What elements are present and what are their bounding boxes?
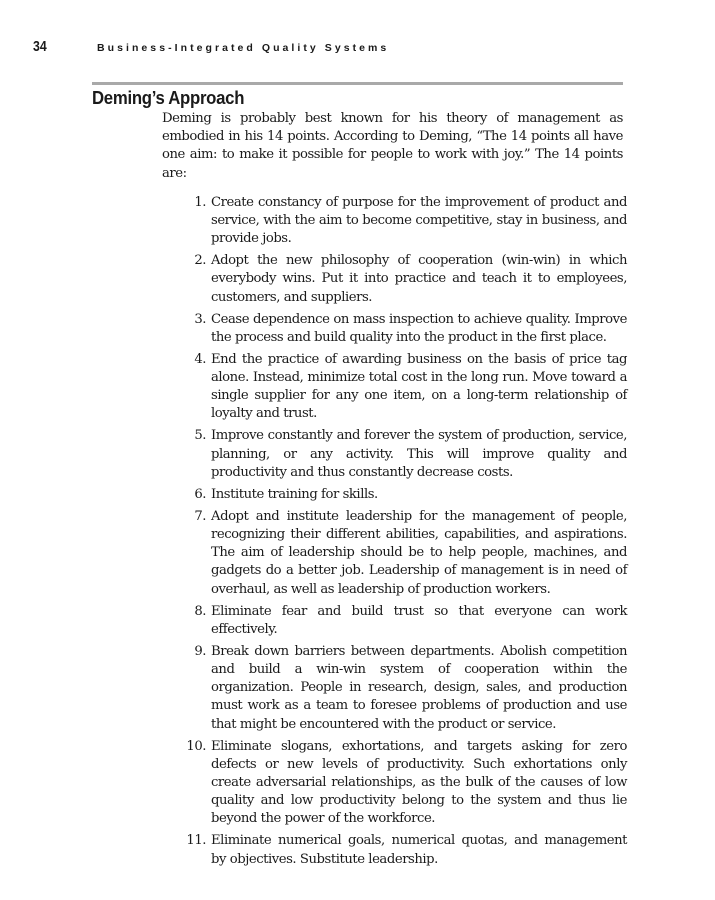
list-item bbox=[162, 351, 627, 424]
page-header bbox=[33, 38, 389, 55]
list-item-number: 9. bbox=[194, 643, 206, 659]
list-item bbox=[162, 427, 627, 482]
list-item-number: 6. bbox=[194, 486, 206, 502]
list-item-text: Improve constantly and forever the system of production, service, planning, or any activity. This will improve quality and productivity and thus constantly decrease costs. bbox=[211, 428, 627, 480]
intro-paragraph: Deming is probably best known for his theory of management as embodied in his 14 points. According to Deming, “The 14 points all have one aim: to make it possible for people to work with joy.” The 14 points are: bbox=[162, 111, 623, 181]
list-item-text: Institute training for skills. bbox=[211, 486, 378, 502]
running-head: Business-Integrated Quality Systems bbox=[97, 42, 390, 54]
list-item bbox=[162, 508, 627, 599]
list-item-number: 4. bbox=[194, 351, 206, 367]
list-item-text: Cease dependence on mass inspection to achieve quality. Improve the process and build quality into the product in the first place. bbox=[211, 311, 627, 345]
list-item-number: 5. bbox=[194, 428, 206, 444]
list-item-number: 2. bbox=[194, 253, 206, 269]
list-item-text: End the practice of awarding business on the basis of price tag alone. Instead, minimize total cost in the long run. Move toward a single supplier for any one item, on a long-term relationship of loyalty and trust. bbox=[211, 351, 627, 422]
section-rule bbox=[92, 82, 623, 85]
page-number: 34 bbox=[33, 38, 47, 55]
list-item bbox=[162, 486, 623, 504]
list-item bbox=[162, 832, 627, 868]
list-item-number: 10. bbox=[186, 738, 206, 754]
list-item bbox=[162, 252, 627, 307]
list-item-text: Adopt the new philosophy of cooperation (win-win) in which everybody wins. Put it into practice and teach it to employees, customers, and suppliers. bbox=[211, 253, 627, 305]
list-item-text: Eliminate numerical goals, numerical quotas, and management by objectives. Substitute leadership. bbox=[211, 833, 627, 867]
section-body bbox=[162, 110, 627, 873]
list-item-text: Eliminate fear and build trust so that everyone can work effectively. bbox=[211, 603, 627, 637]
section-heading: Deming’s Approach bbox=[92, 88, 245, 108]
points-list bbox=[162, 194, 627, 869]
list-item-number: 1. bbox=[194, 194, 206, 210]
list-item-number: 3. bbox=[194, 311, 206, 327]
list-item-text: Eliminate slogans, exhortations, and targets asking for zero defects or new levels of productivity. Such exhortations only create adversarial relationships, as the bulk of the causes of low quality and low productivity belong to the system and thus lie beyond the power of the workforce. bbox=[211, 738, 627, 827]
list-item-text: Adopt and institute leadership for the management of people, recognizing their different abilities, capabilities, and aspirations. The aim of leadership should be to help people, machines, and gadgets do a better job. Leadership of management is in need of overhaul, as well as leadership of production workers. bbox=[211, 508, 627, 597]
list-item-number: 11. bbox=[186, 833, 206, 849]
list-item-text: Create constancy of purpose for the improvement of product and service, with the aim to become competitive, stay in business, and provide jobs. bbox=[211, 194, 627, 247]
list-item bbox=[162, 643, 627, 734]
list-item-number: 8. bbox=[194, 603, 206, 619]
list-item bbox=[162, 194, 627, 249]
list-item bbox=[162, 738, 627, 829]
list-item bbox=[162, 311, 627, 347]
list-item-number: 7. bbox=[194, 508, 206, 524]
list-item bbox=[162, 603, 627, 639]
list-item-text: Break down barriers between departments. Abolish competition and build a win-win system of cooperation within the organization. People in research, design, sales, and production must work as a team to foresee problems of production and use that might be encountered with the product or service. bbox=[211, 643, 627, 732]
